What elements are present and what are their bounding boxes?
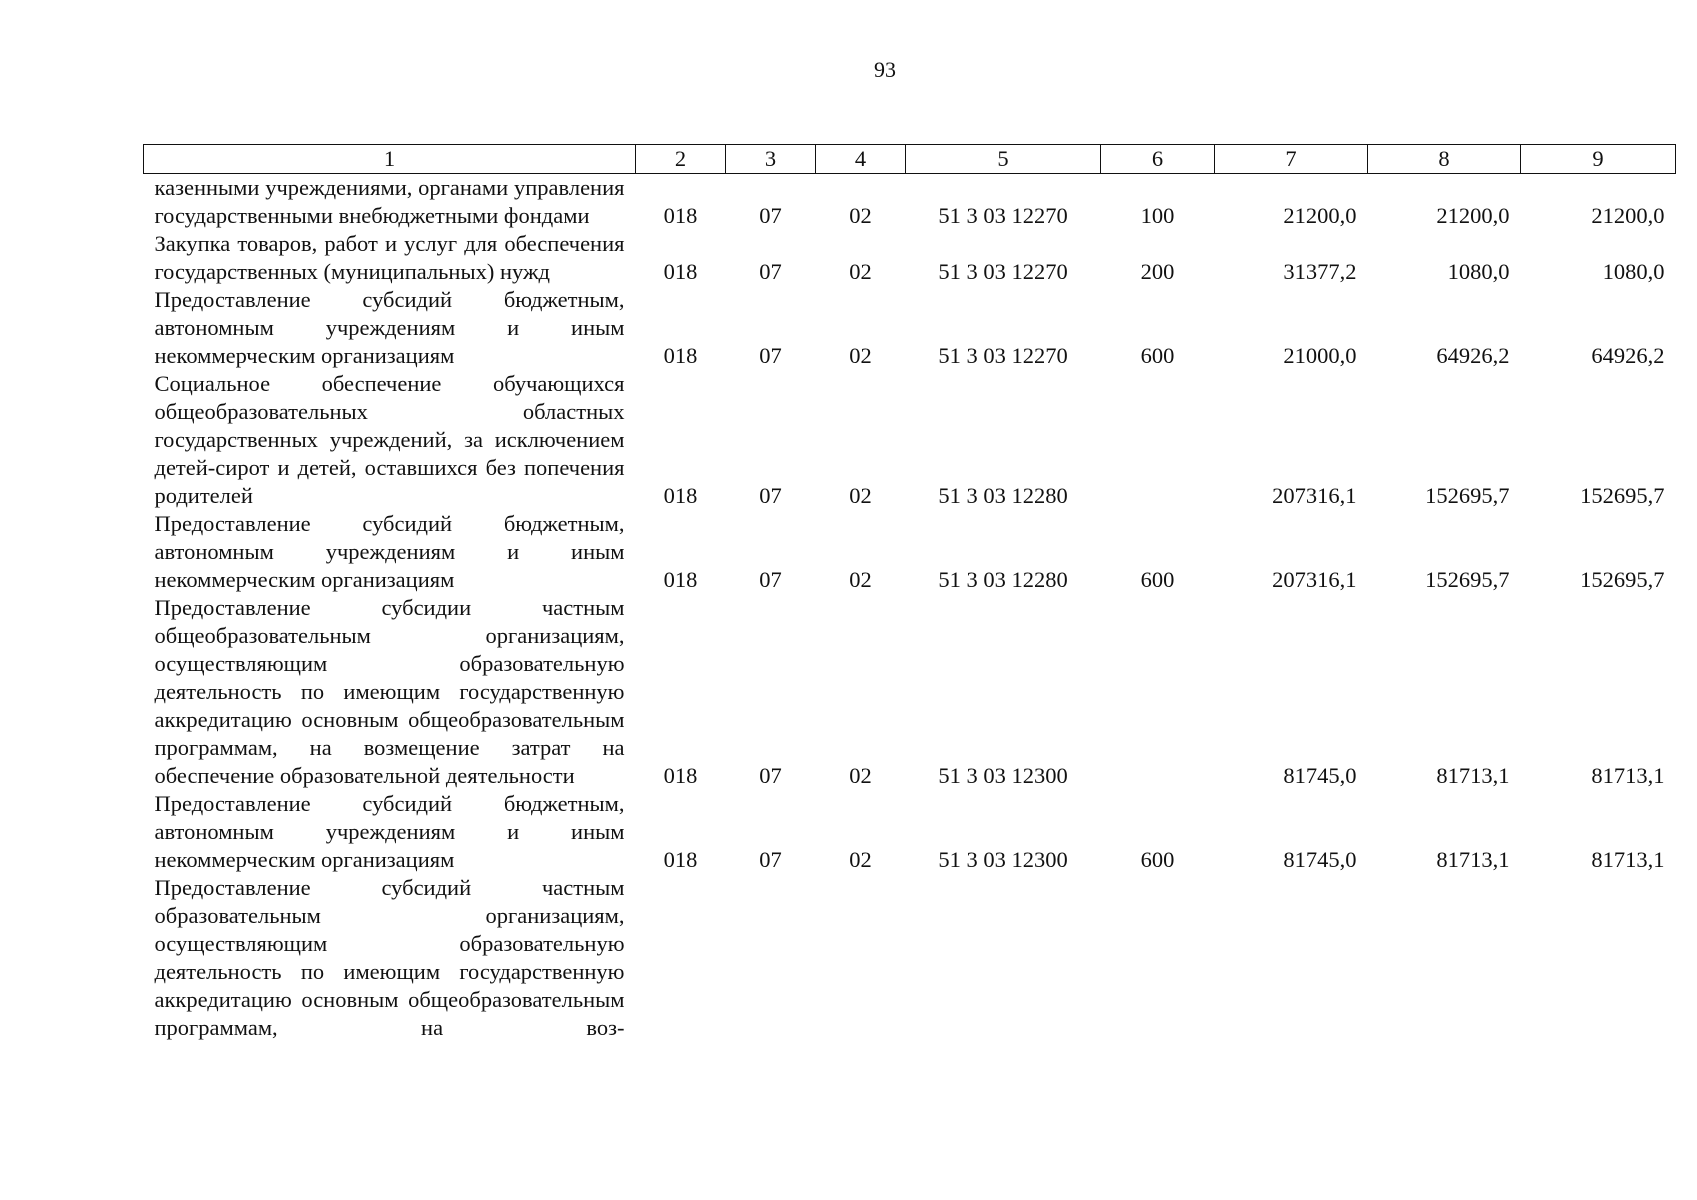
table-row (144, 594, 1676, 790)
cell-col-4: 02 (849, 203, 872, 228)
cell-col-5: 51 3 03 12270 (938, 203, 1068, 228)
cell-col-6: 600 (1140, 567, 1175, 592)
row-description: Социальное обеспечение обучающихся общеобразовательных областных государственных учреждений, за исключением детей-сирот и детей, оставшихся без попечения родителей (154, 371, 625, 508)
cell-col-2: 018 (663, 483, 698, 508)
cell-col-5 (906, 874, 1101, 1042)
table-row (144, 286, 1676, 370)
cell-col-8: 1080,0 (1447, 259, 1510, 284)
col-header-5: 5 (906, 145, 1101, 174)
cell-col-9: 21200,0 (1591, 203, 1665, 228)
cell-col-9: 152695,7 (1580, 567, 1665, 592)
cell-col-2: 018 (663, 259, 698, 284)
col-header-4: 4 (816, 145, 906, 174)
cell-col-4: 02 (849, 343, 872, 368)
cell-col-7: 81745,0 (1283, 763, 1357, 788)
table-row (144, 874, 1676, 1042)
col-header-9: 9 (1521, 145, 1676, 174)
row-description: Закупка товаров, работ и услуг для обеспечения государственных (муниципальных) нужд (154, 231, 625, 284)
row-description: Предоставление субсидий бюджетным, автономным учреждениям и иным некоммерческим организациям (154, 791, 625, 872)
page-number: 93 (874, 57, 896, 82)
cell-col-8 (1368, 874, 1521, 1042)
cell-col-6 (1101, 874, 1215, 1042)
col-header-6: 6 (1101, 145, 1215, 174)
col-header-3: 3 (726, 145, 816, 174)
cell-col-8: 81713,1 (1436, 763, 1510, 788)
cell-col-7: 81745,0 (1283, 847, 1357, 872)
cell-col-5: 51 3 03 12270 (938, 259, 1068, 284)
table-header (144, 145, 1676, 174)
cell-col-4: 02 (849, 259, 872, 284)
cell-col-7: 31377,2 (1283, 259, 1357, 284)
col-header-7: 7 (1215, 145, 1368, 174)
col-header-1: 1 (144, 145, 636, 174)
col-header-8: 8 (1368, 145, 1521, 174)
cell-col-3: 07 (759, 567, 782, 592)
cell-col-5: 51 3 03 12280 (938, 567, 1068, 592)
row-description: Предоставление субсидий бюджетным, автономным учреждениям и иным некоммерческим организациям (154, 287, 625, 368)
cell-col-2: 018 (663, 847, 698, 872)
table-body (144, 174, 1676, 1043)
cell-col-6: 100 (1140, 203, 1175, 228)
table-row (144, 174, 1676, 231)
cell-col-2: 018 (663, 567, 698, 592)
cell-col-3: 07 (759, 847, 782, 872)
cell-col-4 (816, 874, 906, 1042)
cell-col-9 (1521, 874, 1676, 1042)
cell-col-8: 152695,7 (1425, 567, 1510, 592)
cell-col-3: 07 (759, 259, 782, 284)
cell-col-3 (726, 874, 816, 1042)
cell-col-5: 51 3 03 12300 (938, 847, 1068, 872)
table-row (144, 230, 1676, 286)
cell-col-9: 152695,7 (1580, 483, 1665, 508)
cell-col-2: 018 (663, 763, 698, 788)
header-row (144, 145, 1676, 174)
table-row (144, 510, 1676, 594)
budget-table (143, 144, 1676, 1042)
cell-col-3: 07 (759, 483, 782, 508)
cell-col-4: 02 (849, 483, 872, 508)
row-description: Предоставление субсидий бюджетным, автономным учреждениям и иным некоммерческим организациям (154, 511, 625, 592)
cell-col-6: 600 (1140, 847, 1175, 872)
cell-col-6: 600 (1140, 343, 1175, 368)
table-row (144, 790, 1676, 874)
cell-col-6 (1101, 594, 1215, 790)
cell-col-9: 64926,2 (1591, 343, 1665, 368)
cell-col-6 (1101, 370, 1215, 510)
cell-col-5: 51 3 03 12300 (938, 763, 1068, 788)
cell-col-8: 64926,2 (1436, 343, 1510, 368)
cell-col-2: 018 (663, 203, 698, 228)
cell-col-2 (636, 874, 726, 1042)
cell-col-9: 1080,0 (1602, 259, 1665, 284)
col-header-2: 2 (636, 145, 726, 174)
cell-col-2: 018 (663, 343, 698, 368)
cell-col-3: 07 (759, 343, 782, 368)
cell-col-7 (1215, 874, 1368, 1042)
cell-col-7: 207316,1 (1272, 483, 1357, 508)
cell-col-4: 02 (849, 567, 872, 592)
cell-col-7: 207316,1 (1272, 567, 1357, 592)
table-row (144, 370, 1676, 510)
cell-col-3: 07 (759, 203, 782, 228)
cell-col-4: 02 (849, 847, 872, 872)
row-description: Предоставление субсидии частным общеобразовательным организациям, осуществляющим образовательную деятельность по имеющим государственную аккредитацию основным общеобразовательным программам, на возмещение затрат на обеспечение образовательной деятельности (154, 595, 625, 788)
cell-col-7: 21000,0 (1283, 343, 1357, 368)
cell-col-3: 07 (759, 763, 782, 788)
cell-col-4: 02 (849, 763, 872, 788)
cell-col-7: 21200,0 (1283, 203, 1357, 228)
cell-col-6: 200 (1140, 259, 1175, 284)
cell-col-8: 21200,0 (1436, 203, 1510, 228)
cell-col-5: 51 3 03 12270 (938, 343, 1068, 368)
cell-col-5: 51 3 03 12280 (938, 483, 1068, 508)
cell-col-8: 81713,1 (1436, 847, 1510, 872)
row-description: казенными учреждениями, органами управления государственными внебюджетными фондами (154, 175, 625, 228)
cell-col-8: 152695,7 (1425, 483, 1510, 508)
row-description: Предоставление субсидий частным образовательным организациям, осуществляющим образовательную деятельность по имеющим государственную аккредитацию основным общеобразовательным программам, на воз- (154, 875, 625, 1040)
cell-col-9: 81713,1 (1591, 847, 1665, 872)
cell-col-9: 81713,1 (1591, 763, 1665, 788)
